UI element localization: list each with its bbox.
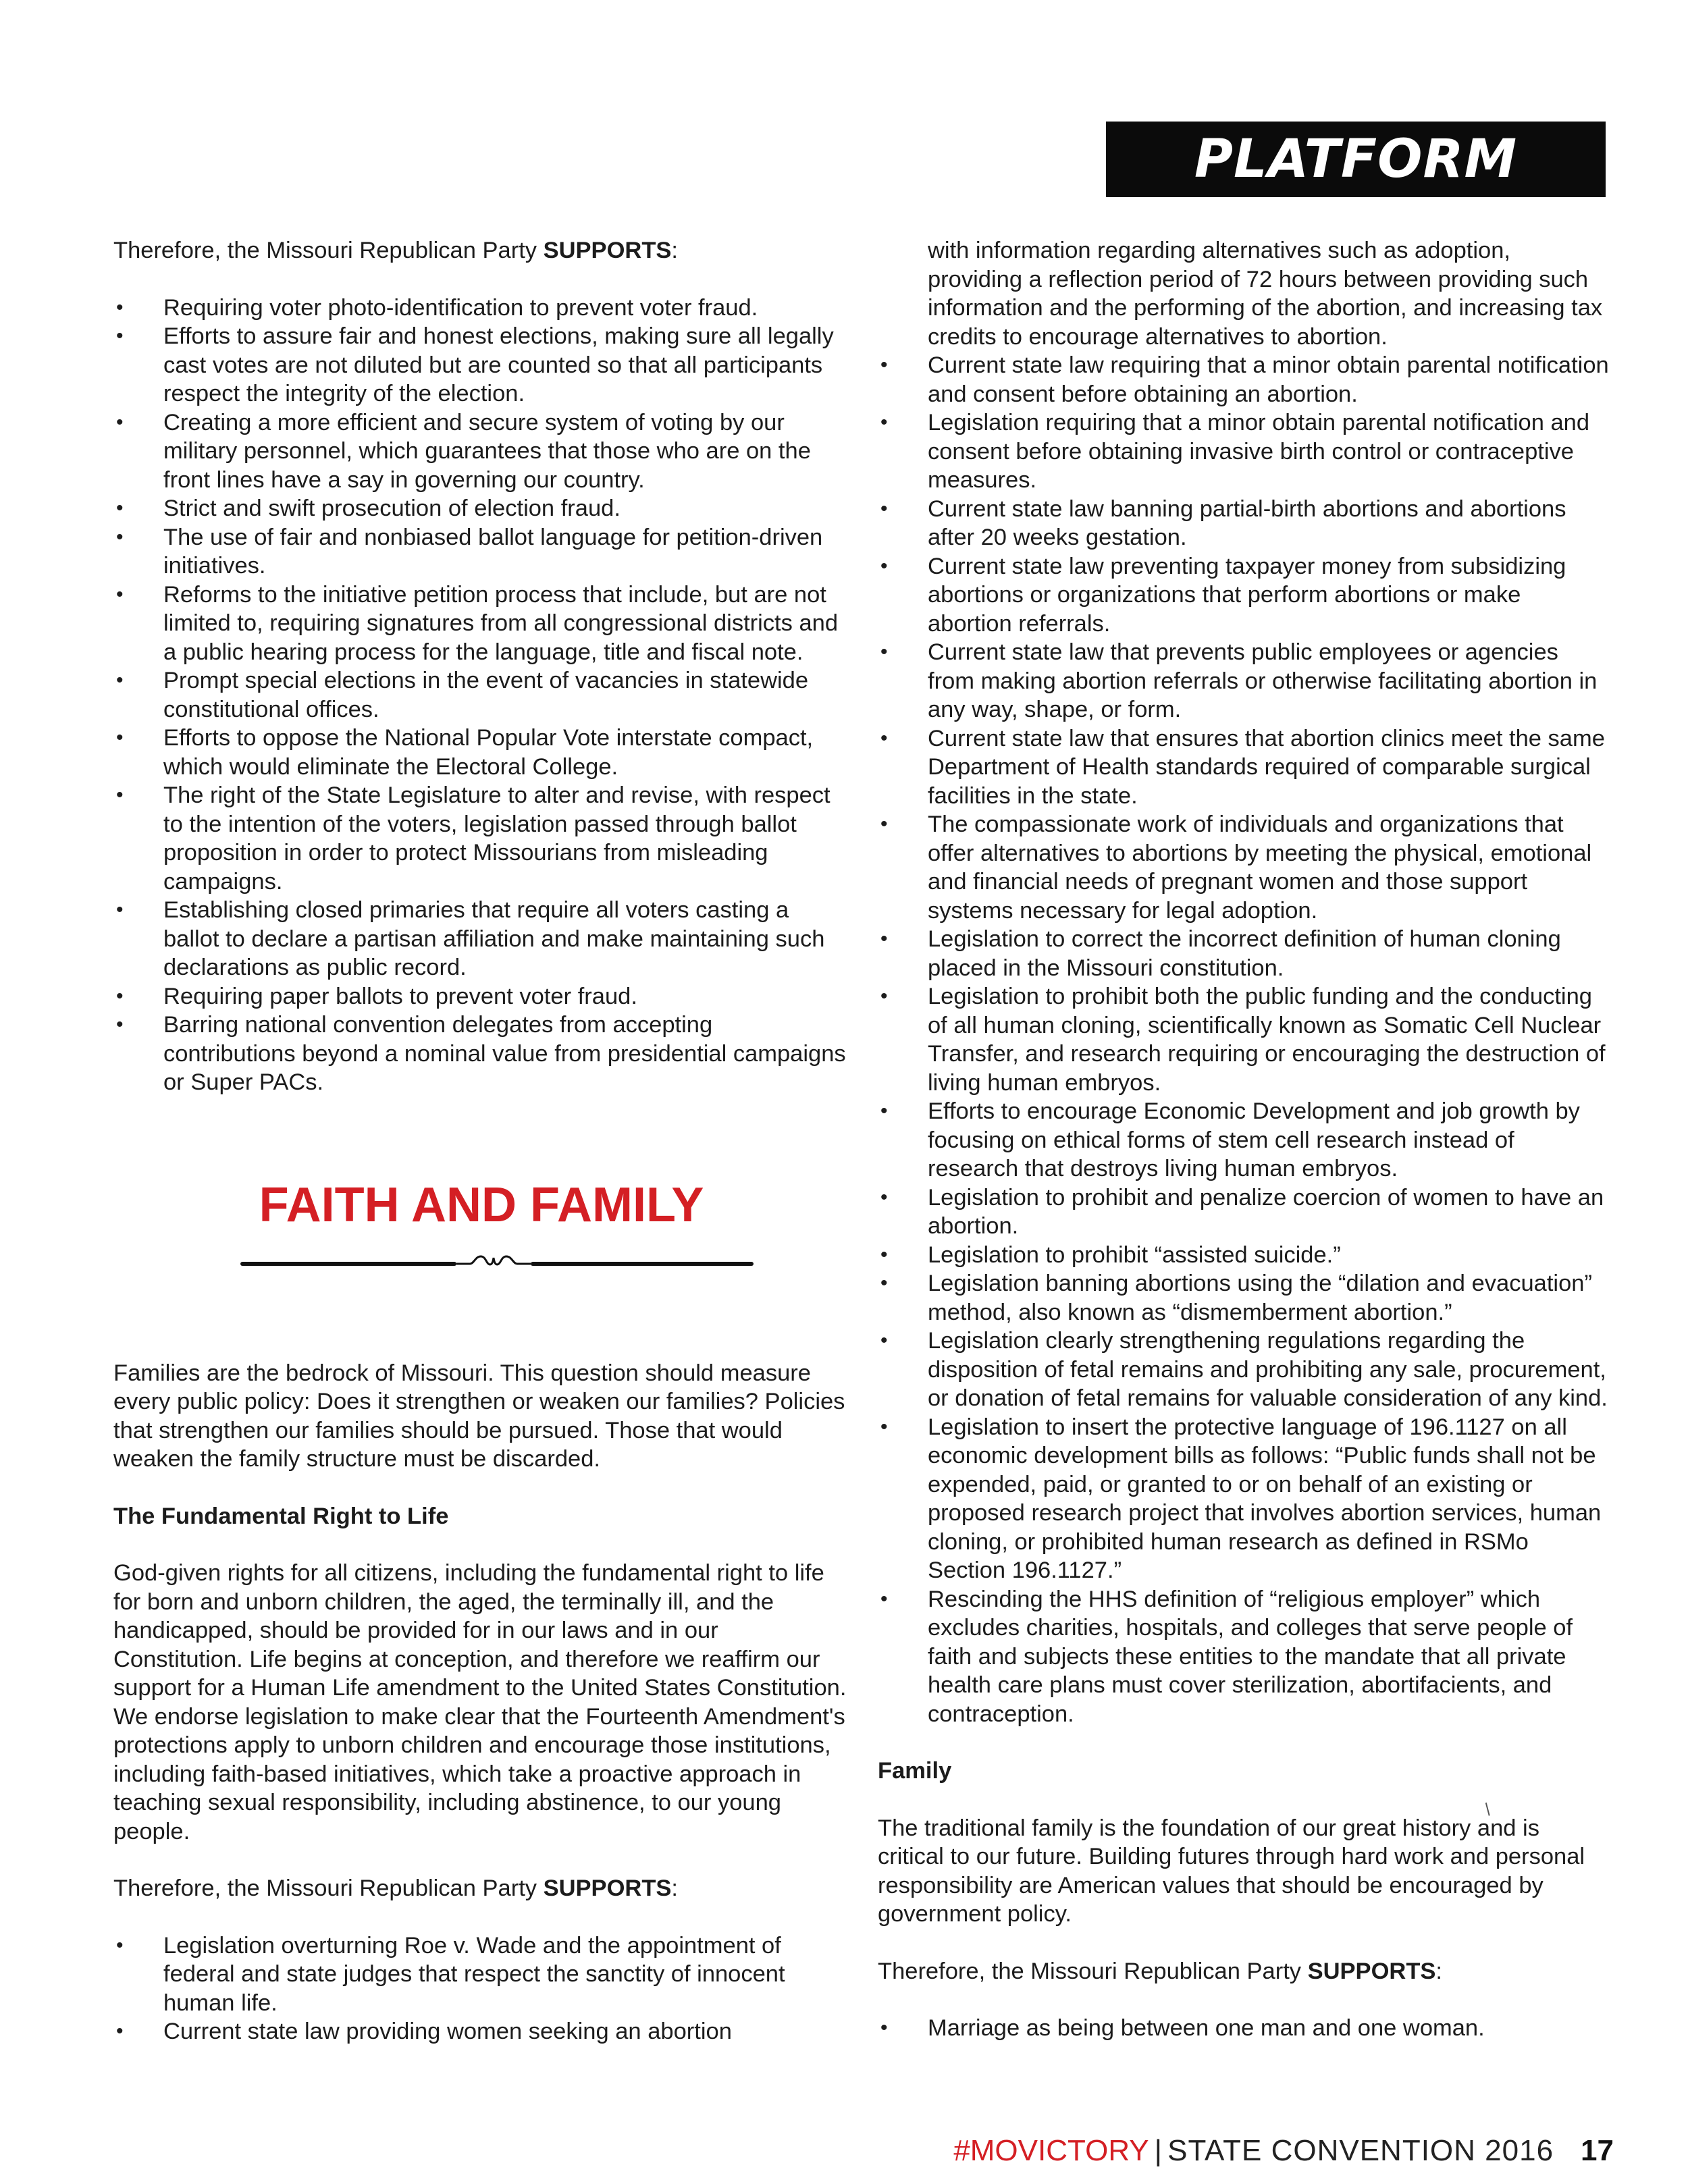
list-item: • Legislation to prohibit “assisted suicide.” xyxy=(878,1241,1610,1270)
life-list-left xyxy=(113,1932,849,2046)
list-item: • Requiring paper ballots to prevent voter fraud. xyxy=(113,982,849,1011)
supports-keyword: SUPPORTS xyxy=(1307,1958,1436,1984)
page-number: 17 xyxy=(1581,2134,1614,2167)
ornament-divider xyxy=(240,1251,754,1278)
divider-rule-left xyxy=(240,1262,456,1266)
left-column xyxy=(113,236,849,2046)
list-item: • The use of fair and nonbiased ballot language for petition-driven initiatives. xyxy=(113,523,849,581)
divider-rule-right xyxy=(531,1262,754,1266)
list-item: • Legislation to prohibit and penalize coercion of women to have an abortion. xyxy=(878,1183,1610,1241)
right-column xyxy=(878,236,1610,2043)
supports-colon: : xyxy=(1435,1958,1443,1984)
list-item: • Reforms to the initiative petition process that include, but are not limited to, requiring signatures from all congressional districts and a public hearing process for the language, title and fiscal note. xyxy=(113,581,849,667)
list-item: • Legislation banning abortions using the “dilation and evacuation” method, also known as “dismemberment abortion.” xyxy=(878,1269,1610,1327)
list-item: • Current state law banning partial-birth abortions and abortions after 20 weeks gestation. xyxy=(878,495,1610,552)
list-item: • Current state law requiring that a minor obtain parental notification and consent before obtaining an abortion. xyxy=(878,351,1610,408)
supports-colon: : xyxy=(671,1875,679,1901)
flourish-icon xyxy=(456,1251,531,1278)
right-to-life-paragraph: God-given rights for all citizens, including the fundamental right to life for born and unborn children, the aged, the terminally ill, and the handicapped, should be provided for in our laws and in our Constitution. Life begins at conception, and therefore we reaffirm our support for a Human Life amendment to the United States Constitution. We endorse legislation to make clear that the Fourteenth Amendment's protections apply to unborn children and encourage those institutions, including faith-based initiatives, which take a proactive approach in teaching sexual responsibility, including abstinence, to our young people. xyxy=(113,1560,847,1844)
list-item: • The compassionate work of individuals and organizations that offer alternatives to abortions by meeting the physical, emotional and financial needs of pregnant women and those support systems necessary for legal adoption. xyxy=(878,810,1610,925)
footer-separator: | xyxy=(1154,2134,1163,2167)
list-item: • Current state law providing women seeking an abortion xyxy=(113,2017,849,2046)
list-item: • Current state law that prevents public employees or agencies from making abortion referrals or otherwise facilitating abortion in any way, shape, or form. xyxy=(878,638,1610,724)
family-paragraph: The traditional family is the foundation of our great history and is critical to our future. Building futures through hard work and personal responsibility are American values that should be encouraged by government policy. xyxy=(878,1815,1585,1927)
family-heading: Family xyxy=(878,1758,952,1784)
footer-hashtag: #MOVICTORY xyxy=(953,2134,1149,2167)
list-item: • Establishing closed primaries that require all voters casting a ballot to declare a partisan affiliation and make maintaining such declarations as public record. xyxy=(113,896,849,982)
right-to-life-heading: The Fundamental Right to Life xyxy=(113,1503,449,1529)
family-list xyxy=(878,2014,1610,2043)
list-item: • Barring national convention delegates from accepting contributions beyond a nominal value from presidential campaigns or Super PACs. xyxy=(113,1011,849,1097)
list-item: • Legislation clearly strengthening regulations regarding the disposition of fetal remains and prohibiting any sale, procurement, or donation of fetal remains for valuable consideration of any kind. xyxy=(878,1327,1610,1413)
supports-intro xyxy=(113,236,849,265)
supports-intro-text: Therefore, the Missouri Republican Party xyxy=(113,238,544,263)
list-item: • Marriage as being between one man and one woman. xyxy=(878,2014,1610,2043)
list-item: • Efforts to assure fair and honest elections, making sure all legally cast votes are not diluted but are counted so that all participants respect the integrity of the election. xyxy=(113,322,849,408)
pen-mark: / xyxy=(1480,1799,1495,1819)
list-item: • Creating a more efficient and secure system of voting by our military personnel, which guarantees that those who are on the front lines have a say in governing our country. xyxy=(113,408,849,495)
continued-item: with information regarding alternatives such as adoption, providing a reflection period of 72 hours between providing such information and the performing of the abortion, and increasing tax credits to encourage alternatives to abortion. xyxy=(928,238,1603,350)
list-item: • Current state law that ensures that abortion clinics meet the same Department of Health standards required of comparable surgical facilities in the state. xyxy=(878,724,1610,811)
list-item: • Prompt special elections in the event of vacancies in statewide constitutional offices. xyxy=(113,666,849,724)
supports-intro-text: Therefore, the Missouri Republican Party xyxy=(113,1875,544,1901)
supports-intro-text: Therefore, the Missouri Republican Party xyxy=(878,1958,1308,1984)
life-list-right xyxy=(878,351,1610,1728)
list-item: • The right of the State Legislature to alter and revise, with respect to the intention of the voters, legislation passed through ballot proposition in order to protect Missourians from misleading campaigns. xyxy=(113,781,849,896)
supports-colon: : xyxy=(671,238,679,263)
list-item: • Legislation requiring that a minor obtain parental notification and consent before obtaining invasive birth control or contraceptive measures. xyxy=(878,408,1610,495)
list-item: • Legislation to insert the protective language of 196.1127 on all economic development bills as follows: “Public funds shall not be expended, paid, or granted to or on behalf of an existing or proposed research project that involves abortion services, human cloning, or prohibited human research as defined in RSMo Section 196.1127.” xyxy=(878,1413,1610,1585)
list-item: • Efforts to encourage Economic Development and job growth by focusing on ethical forms of stem cell research instead of research that destroys living human embryos. xyxy=(878,1097,1610,1183)
page-footer xyxy=(905,2132,1614,2170)
election-list xyxy=(113,294,849,1097)
footer-convention: STATE CONVENTION 2016 xyxy=(1167,2134,1554,2167)
platform-header: PLATFORM xyxy=(1106,122,1606,197)
list-item: • Current state law preventing taxpayer money from subsidizing abortions or organizations that perform abortions or make abortion referrals. xyxy=(878,552,1610,639)
list-item: • Legislation to prohibit both the public funding and the conducting of all human cloning, scientifically known as Somatic Cell Nuclear Transfer, and research requiring or encouraging the destruction of living human embryos. xyxy=(878,982,1610,1097)
list-item: • Requiring voter photo-identification to prevent voter fraud. xyxy=(113,294,849,323)
list-item: • Legislation to correct the incorrect definition of human cloning placed in the Missouri constitution. xyxy=(878,925,1610,982)
supports-intro-2 xyxy=(113,1874,849,1903)
list-item: • Strict and swift prosecution of election fraud. xyxy=(113,494,849,523)
supports-keyword: SUPPORTS xyxy=(543,238,672,263)
section-title: FAITH AND FAMILY xyxy=(259,1177,704,1232)
list-item: • Rescinding the HHS definition of “religious employer” which excludes charities, hospitals, and colleges that serve people of faith and subjects these entities to the mandate that all private health care plans must cover sterilization, abortifacients, and contraception. xyxy=(878,1585,1610,1729)
supports-intro-3 xyxy=(878,1957,1610,1986)
list-item: • Legislation overturning Roe v. Wade and the appointment of federal and state judges that respect the sanctity of innocent human life. xyxy=(113,1932,849,2018)
families-paragraph: Families are the bedrock of Missouri. This question should measure every public policy: Does it strengthen or weaken our families? Policies that strengthen our families should be pursued. Those that would weaken the family structure must be discarded. xyxy=(113,1360,845,1472)
list-item: • Efforts to oppose the National Popular Vote interstate compact, which would eliminate the Electoral College. xyxy=(113,724,849,781)
supports-keyword: SUPPORTS xyxy=(543,1875,672,1901)
